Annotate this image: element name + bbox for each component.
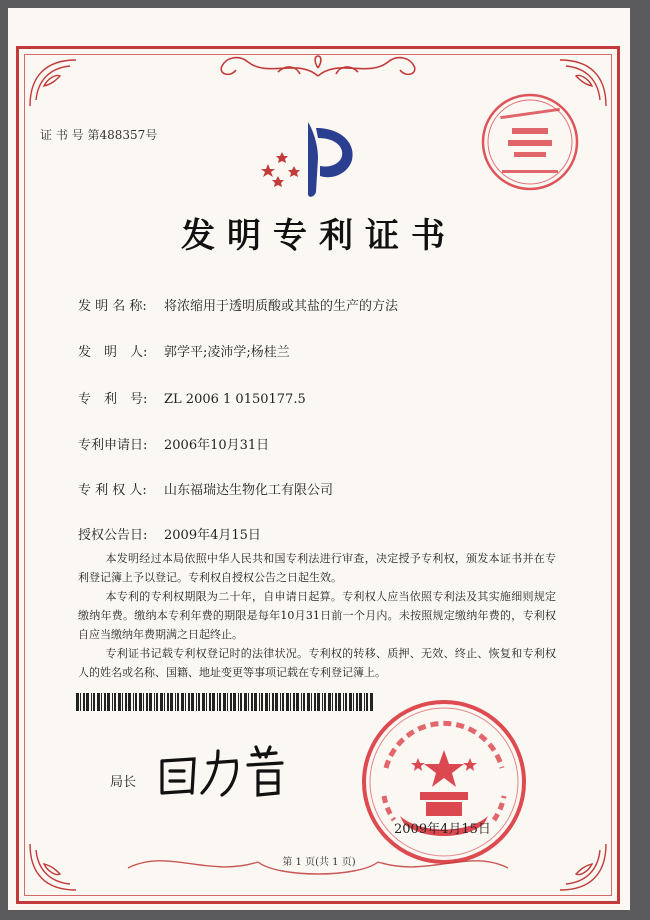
paragraph: 本发明经过本局依照中华人民共和国专利法进行审查，决定授予专利权，颁发本证书并在专利登记簿上予以登记。专利权自授权公告之日起生效。 (78, 552, 556, 584)
field-inventors (78, 341, 290, 360)
field-invention-name (78, 295, 398, 314)
field-patentee (78, 479, 333, 498)
director-label: 局长 (110, 775, 137, 790)
field-label: 专利申请日: (78, 438, 148, 453)
corner-ornament (26, 56, 82, 112)
scroll-ornament-top (208, 48, 428, 82)
agent-stamp-seal-icon (478, 90, 582, 194)
certificate-number: 证 书 号 第488357号 (40, 128, 158, 142)
page-number: 第 1 页(共 1 页) (282, 857, 356, 868)
field-value: 山东福瑞达生物化工有限公司 (164, 483, 334, 498)
field-label: 专 利 权 人: (78, 483, 147, 498)
barcode (76, 693, 376, 711)
paragraph: 本专利的专利权期限为二十年，自申请日起算。专利权人应当依照专利法及其实施细则规定缴纳年费。缴纳本专利年费的期限是每年10月31日前一个月内。未按照规定缴纳年费的，专利权自应当缴纳年费期满之日起终止。 (78, 590, 556, 641)
field-value: ZL 2006 1 0150177.5 (164, 392, 306, 407)
legal-paragraphs (78, 549, 556, 682)
field-label: 授权公告日: (78, 528, 148, 543)
field-value: 将浓缩用于透明质酸或其盐的生产的方法 (164, 299, 399, 314)
field-filing-date (78, 434, 269, 453)
certificate-sheet (8, 8, 630, 910)
patent-office-logo-icon (256, 118, 366, 202)
field-value: 2006年10月31日 (164, 438, 270, 453)
field-label: 专 利 号: (78, 392, 148, 407)
field-grant-date (78, 524, 261, 543)
field-value: 郭学平;凌沛学;杨桂兰 (164, 345, 290, 360)
paragraph: 专利证书记载专利权登记时的法律状况。专利权的转移、质押、无效、终止、恢复和专利权人的姓名或名称、国籍、地址变更等事项记载在专利登记簿上。 (78, 647, 556, 679)
issue-date: 2009年4月15日 (394, 822, 491, 837)
field-label: 发 明 人: (78, 345, 148, 360)
field-patent-number (78, 388, 306, 407)
field-label: 发 明 名 称: (78, 299, 147, 314)
certificate-title: 发明专利证书 (181, 216, 457, 256)
field-value: 2009年4月15日 (164, 528, 261, 543)
director-signature-icon (152, 743, 302, 803)
